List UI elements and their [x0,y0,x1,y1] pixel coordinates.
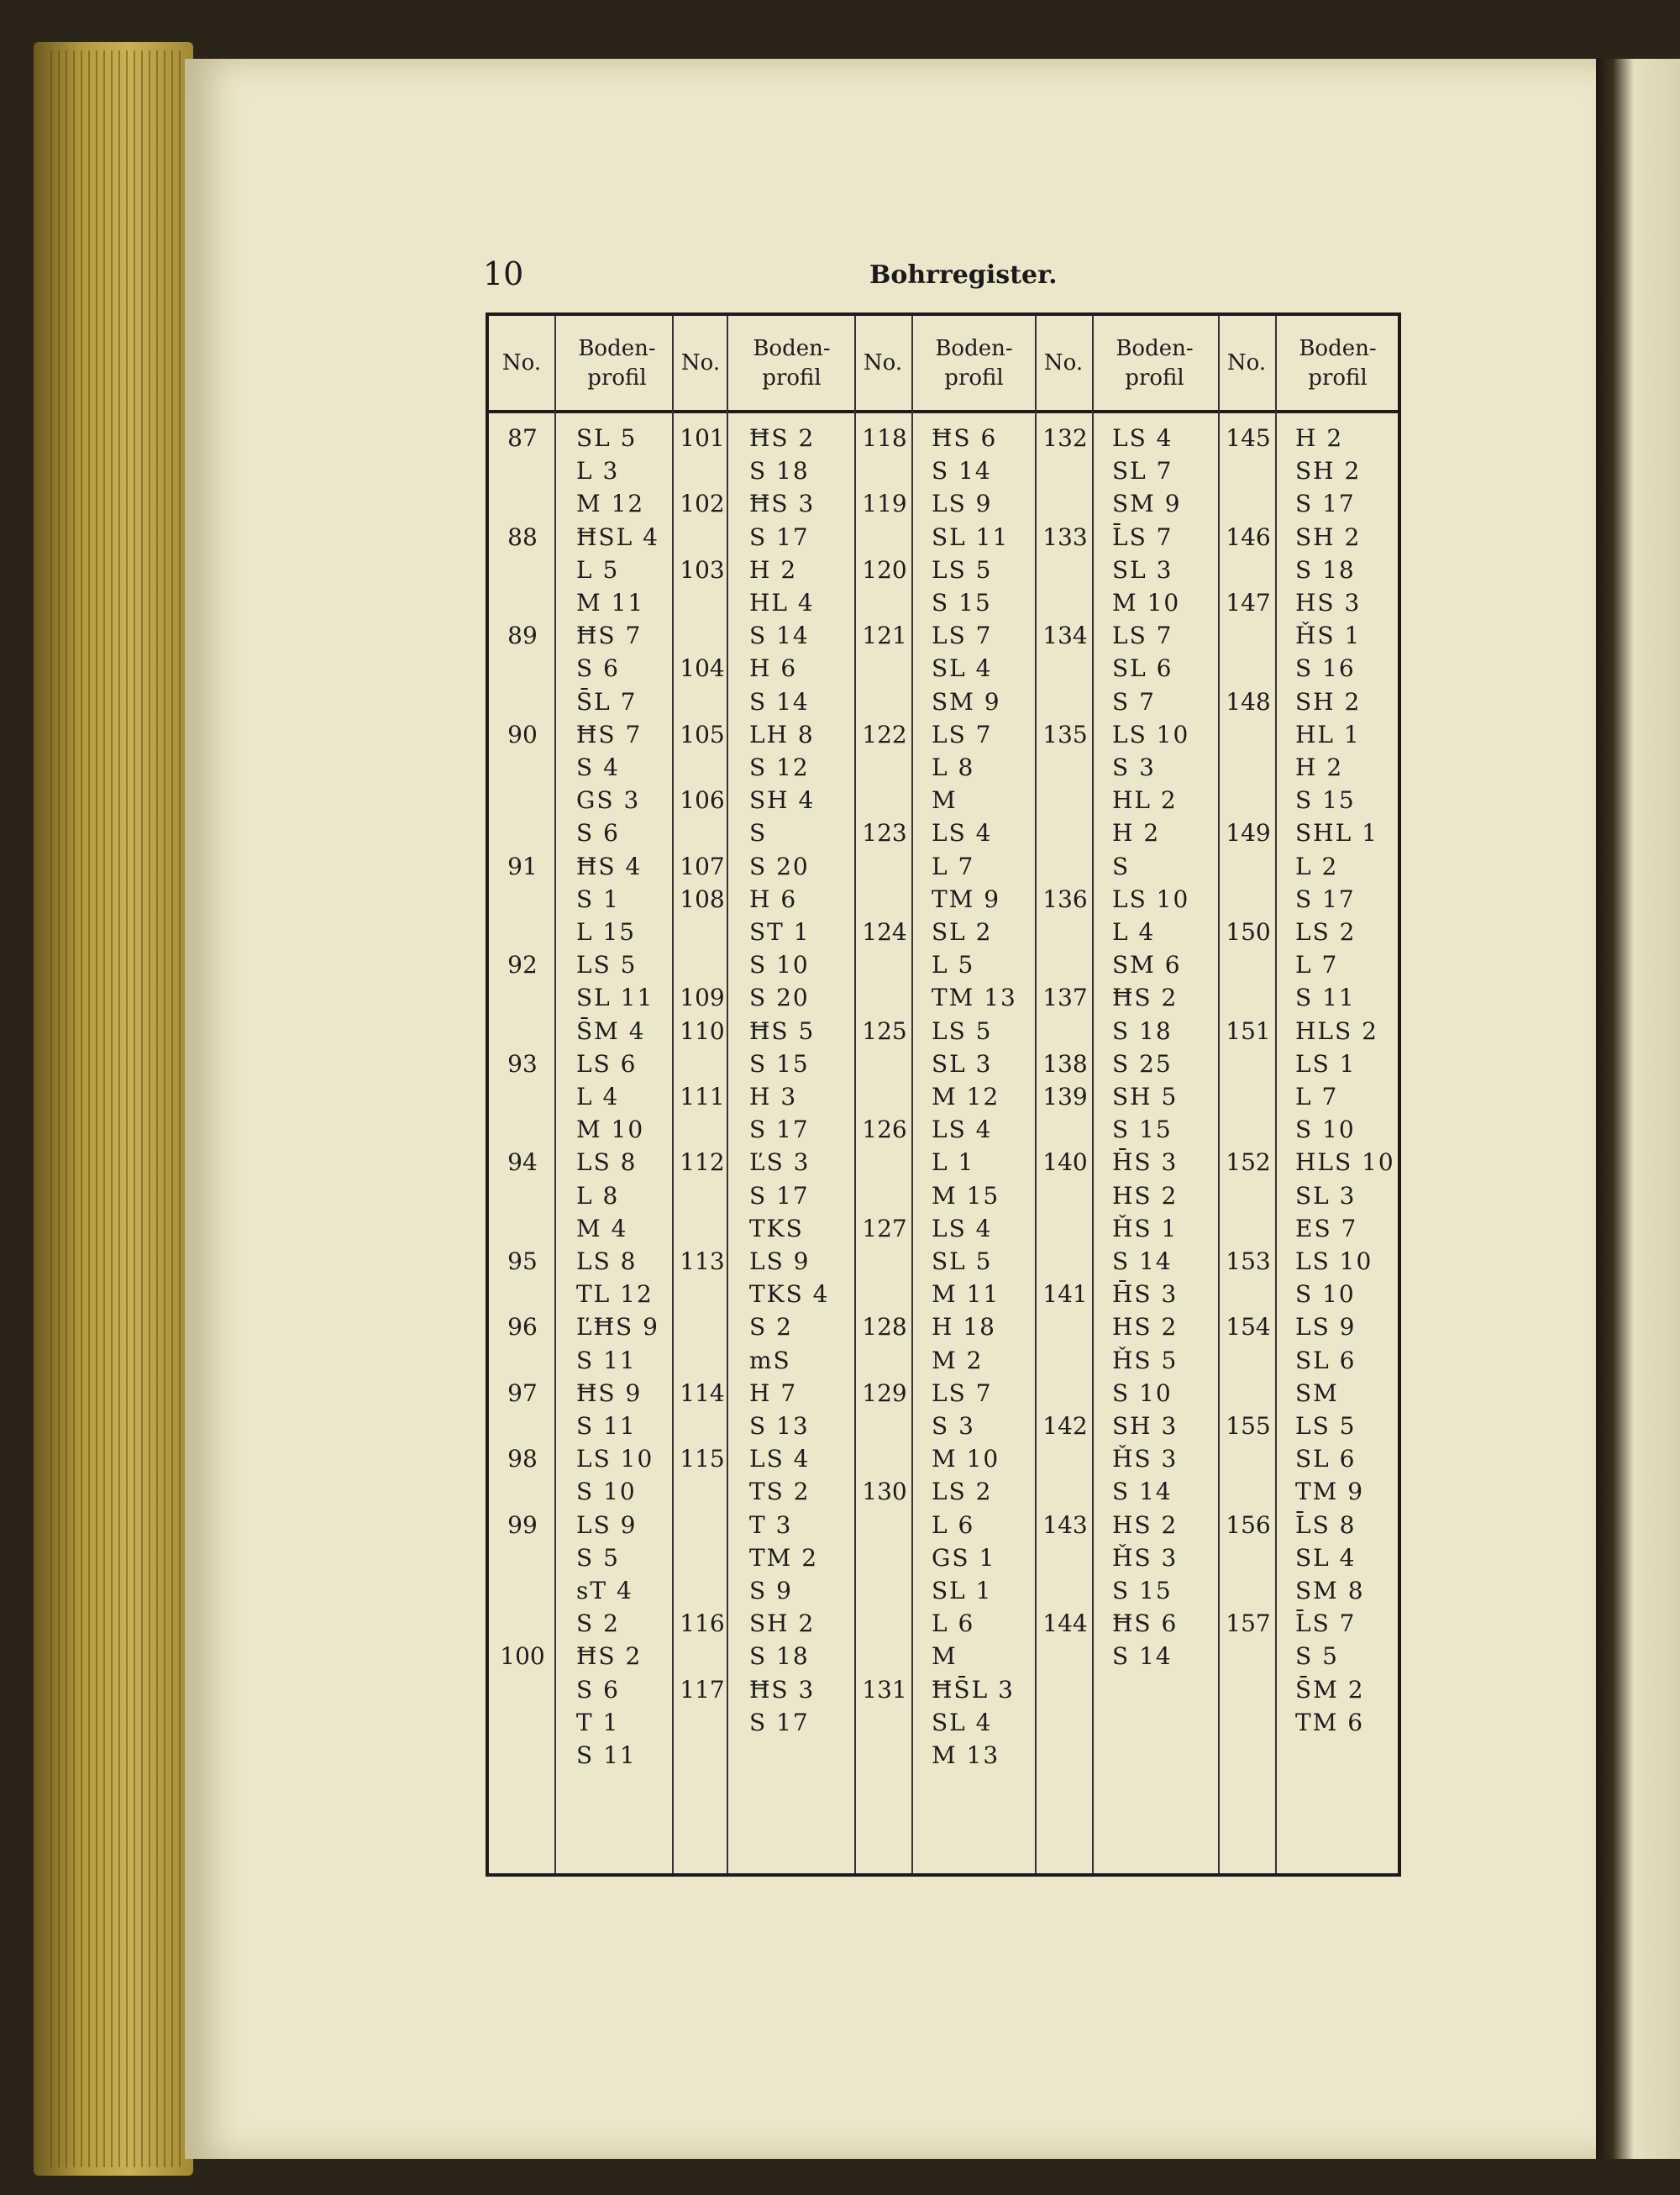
bore-number: 100 [500,1642,545,1671]
bore-number: 131 [862,1675,907,1704]
soil-profile-layer: M 15 [932,1181,1000,1210]
soil-profile-layer: LS 4 [932,1116,993,1144]
bore-number: 108 [680,885,725,913]
soil-profile-layer: S 14 [1112,1478,1173,1506]
soil-profile-layer: S 14 [749,622,810,650]
soil-profile-layer: T 3 [749,1510,793,1539]
soil-profile-layer: S 10 [749,951,810,979]
bore-number: 149 [1226,819,1271,848]
soil-profile-layer: S 17 [1295,885,1356,913]
soil-profile-layer: S 18 [749,1642,810,1671]
soil-profile-layer: S 15 [749,1049,810,1078]
soil-profile-layer: S 25 [1112,1049,1173,1078]
bore-number: 154 [1226,1313,1271,1342]
soil-profile-layer: SL 2 [932,918,993,946]
soil-profile-layer: S 11 [576,1412,637,1440]
soil-profile-layer: S 11 [576,1346,637,1374]
soil-profile-layer: LS 7 [1112,622,1173,650]
header-no: No. [1043,350,1084,376]
soil-profile-layer: L 3 [576,457,620,486]
soil-profile-layer: S 17 [1295,490,1356,518]
bore-number: 94 [507,1148,538,1177]
soil-profile-layer: TM 6 [1295,1708,1365,1736]
bore-number: 136 [1042,885,1088,913]
soil-profile-layer: H 6 [749,885,798,913]
soil-profile-layer: H 2 [1295,754,1344,781]
soil-profile-layer: SL 5 [576,424,638,452]
bore-number: 133 [1042,522,1088,551]
bore-number: 113 [680,1247,725,1275]
soil-profile-layer: ȞS 5 [1112,1346,1179,1374]
soil-profile-layer: S 12 [749,754,810,781]
bore-number: 111 [680,1083,725,1111]
soil-profile-layer: SM [1295,1378,1339,1407]
soil-profile-layer: ȞS 1 [1112,1214,1179,1242]
soil-profile-layer: SHL 1 [1295,819,1378,848]
soil-profile-layer: TKS 4 [749,1280,830,1309]
soil-profile-layer: L̄S 7 [1295,1609,1357,1638]
soil-profile-layer: L̄S 7 [1112,522,1173,551]
bore-number: 90 [507,720,538,748]
soil-profile-layer: L 5 [932,951,975,979]
soil-profile-layer: SL 3 [932,1049,993,1078]
soil-profile-layer: T 1 [576,1708,620,1736]
soil-profile-layer: S 14 [749,687,810,716]
soil-profile-layer: LS 2 [1295,918,1357,946]
soil-profile-layer: S 14 [1112,1247,1173,1275]
bore-number: 112 [680,1148,725,1177]
soil-profile-layer: TKS [749,1214,804,1242]
soil-profile-layer: HLS 2 [1295,1016,1378,1045]
soil-profile-layer: LS 5 [932,1016,993,1045]
header-bodenprofil: Boden- profil [753,335,831,391]
soil-profile-layer: S 14 [932,457,992,486]
soil-profile-layer: S 18 [749,457,810,486]
soil-profile-layer: LH 8 [749,720,815,748]
soil-profile-layer: S 17 [749,1181,810,1210]
running-title: Bohrregister. [869,260,1058,290]
soil-profile-layer: LS 10 [1112,720,1190,748]
bore-number: 87 [507,424,538,452]
soil-profile-layer: SH 5 [1112,1083,1179,1111]
soil-profile-layer: H 7 [749,1378,798,1407]
soil-profile-layer: ĦS 9 [576,1378,643,1407]
soil-profile-layer: H̄S 3 [1112,1148,1179,1177]
soil-profile-layer: S 11 [1295,984,1356,1012]
soil-profile-layer: LS 2 [932,1478,993,1506]
soil-profile-layer: L 7 [1295,1083,1339,1111]
soil-profile-layer: SH 2 [749,1609,816,1638]
soil-profile-layer: SL 3 [1295,1181,1357,1210]
soil-profile-layer: H 18 [932,1313,996,1342]
soil-profile-layer: LS 4 [749,1445,811,1473]
bore-number: 110 [680,1016,725,1045]
soil-profile-layer: SL 1 [932,1577,993,1604]
soil-profile-layer: S 3 [1112,754,1156,781]
bore-number: 121 [862,622,907,650]
soil-profile-layer: M 10 [576,1116,645,1144]
bore-number: 116 [680,1609,725,1638]
soil-profile-layer: SM 9 [1112,490,1182,518]
soil-profile-layer: S 18 [1112,1016,1173,1045]
soil-profile-layer: LS 10 [576,1445,654,1473]
soil-profile-layer: M [932,786,958,815]
header-no: No. [501,350,542,376]
soil-profile-layer: S 4 [576,754,620,781]
soil-profile-layer: SL 11 [932,522,1010,551]
soil-profile-layer: L 1 [932,1148,975,1177]
soil-profile-layer: SL 6 [1295,1445,1357,1473]
soil-profile-layer: L 2 [1295,852,1339,880]
bore-number: 103 [680,555,725,584]
bore-number: 91 [507,852,538,880]
bore-number: 118 [862,424,907,452]
page-edges [50,50,185,2167]
soil-profile-layer: ĦS̄L 3 [932,1675,1015,1704]
column-rule [911,316,913,1873]
soil-profile-layer: H 3 [749,1083,798,1111]
soil-profile-layer: mS [749,1346,791,1374]
soil-profile-layer: S 6 [576,1675,620,1704]
soil-profile-layer: LS 9 [1295,1313,1357,1342]
bore-number: 157 [1226,1609,1271,1638]
bore-number: 95 [507,1247,538,1275]
soil-profile-layer: ĦS 2 [576,1642,643,1671]
soil-profile-layer: L 4 [576,1083,620,1111]
bore-number: 97 [507,1378,538,1407]
bore-number: 138 [1042,1049,1088,1078]
bore-number: 135 [1042,720,1088,748]
soil-profile-layer: S̄M 2 [1295,1675,1365,1704]
soil-profile-layer: S̄M 4 [576,1016,646,1045]
bore-number: 150 [1226,918,1271,946]
soil-profile-layer: ĽĦS 9 [576,1313,659,1342]
bore-number: 130 [862,1478,907,1506]
soil-profile-layer: sT 4 [576,1577,633,1604]
soil-profile-layer: S 6 [576,654,620,683]
soil-profile-layer: LS 5 [576,951,638,979]
bore-number: 152 [1226,1148,1271,1177]
soil-profile-layer: S [749,819,768,848]
soil-profile-layer: LS 4 [932,819,993,848]
soil-profile-layer: L 15 [576,918,637,946]
page-number: 10 [483,255,524,292]
bore-number: 129 [862,1378,907,1407]
soil-profile-layer: LS 7 [932,720,993,748]
soil-profile-layer: L̄S 8 [1295,1510,1357,1539]
soil-profile-layer: S 17 [749,1116,810,1144]
bore-number: 89 [507,622,538,650]
soil-profile-layer: L 8 [576,1181,620,1210]
bore-number: 115 [680,1445,725,1473]
soil-profile-layer: LS 1 [1295,1049,1357,1078]
soil-profile-layer: HS 2 [1112,1510,1179,1539]
bore-number: 119 [862,490,907,518]
bore-number: 102 [680,490,725,518]
soil-profile-layer: HS 2 [1112,1181,1179,1210]
soil-profile-layer: HS 2 [1112,1313,1179,1342]
bore-number: 117 [680,1675,725,1704]
soil-profile-layer: S 2 [749,1313,793,1342]
soil-profile-layer: TM 9 [1295,1478,1365,1506]
bore-number: 98 [507,1445,538,1473]
bore-number: 99 [507,1510,538,1539]
soil-profile-layer: SL 6 [1112,654,1173,683]
header-no: No. [863,350,903,376]
soil-profile-layer: M 10 [1112,589,1181,617]
soil-profile-layer: M [932,1642,958,1671]
soil-profile-layer: S 6 [576,819,620,848]
bore-number: 107 [680,852,725,880]
soil-profile-layer: TM 2 [749,1543,819,1572]
soil-profile-layer: S 1 [576,885,620,913]
soil-profile-layer: ĦS 2 [1112,984,1179,1012]
soil-profile-layer: SL 4 [1295,1543,1357,1572]
soil-profile-layer: L 6 [932,1609,975,1638]
bore-number: 155 [1226,1412,1271,1440]
bore-number: 101 [680,424,725,452]
soil-profile-layer: LS 7 [932,622,993,650]
soil-profile-layer: ĦS 6 [1112,1609,1179,1638]
soil-profile-layer: S 10 [576,1478,637,1506]
soil-profile-layer: S 15 [1112,1116,1173,1144]
bore-number: 151 [1226,1016,1271,1045]
soil-profile-layer: S 10 [1295,1116,1356,1144]
bore-number: 104 [680,654,725,683]
soil-profile-layer: SH 2 [1295,687,1362,716]
soil-profile-layer: S 20 [749,852,810,880]
soil-profile-layer: S 20 [749,984,810,1012]
soil-profile-layer: M 2 [932,1346,984,1374]
soil-profile-layer: SL 7 [1112,457,1173,486]
soil-profile-layer: L 8 [932,754,975,781]
soil-profile-layer: LS 5 [1295,1412,1357,1440]
bore-number: 148 [1226,687,1271,716]
soil-profile-layer: HS 3 [1295,589,1362,617]
soil-profile-layer: LS 9 [576,1510,638,1539]
soil-profile-layer: ȞS 3 [1112,1543,1179,1572]
bore-number: 88 [507,522,538,551]
soil-profile-layer: SM 8 [1295,1577,1365,1604]
soil-profile-layer: S 18 [1295,555,1356,584]
bore-number: 134 [1042,622,1088,650]
bore-number: 141 [1042,1280,1088,1309]
soil-profile-layer: S 2 [576,1609,620,1638]
soil-profile-layer: LS 6 [576,1049,638,1078]
soil-profile-layer: S 10 [1112,1378,1173,1407]
soil-profile-layer: H 2 [1295,424,1344,452]
soil-profile-layer: S 10 [1295,1280,1356,1309]
soil-profile-layer: GS 1 [932,1543,996,1572]
bore-number: 92 [507,951,538,979]
soil-profile-layer: LS 9 [749,1247,811,1275]
soil-profile-layer: M 12 [932,1083,1000,1111]
soil-profile-layer: L 6 [932,1510,975,1539]
soil-profile-layer: LS 8 [576,1148,638,1177]
soil-profile-layer: L 5 [576,555,620,584]
soil-profile-layer: ĦSL 4 [576,522,659,551]
soil-profile-layer: HL 1 [1295,720,1361,748]
bore-number: 142 [1042,1412,1088,1440]
bore-number: 114 [680,1378,725,1407]
soil-profile-layer: HL 2 [1112,786,1178,815]
soil-profile-layer: M 11 [576,589,645,617]
soil-profile-layer: H 2 [749,555,798,584]
soil-profile-layer: ĦS 4 [576,852,643,880]
soil-profile-layer: HL 4 [749,589,815,617]
soil-profile-layer: SL 11 [576,984,654,1012]
soil-profile-layer: S 15 [1295,786,1356,815]
bore-number: 146 [1226,522,1271,551]
soil-profile-layer: TM 9 [932,885,1001,913]
soil-profile-layer: LS 4 [932,1214,993,1242]
bore-number: 126 [862,1116,907,1144]
bore-number: 123 [862,819,907,848]
soil-profile-layer: ĦS 3 [749,490,816,518]
bore-number: 120 [862,555,907,584]
bore-number: 143 [1042,1510,1088,1539]
soil-profile-layer: S 3 [932,1412,975,1440]
soil-profile-layer: LS 7 [932,1378,993,1407]
soil-profile-layer: TL 12 [576,1280,654,1309]
soil-profile-layer: H 2 [1112,819,1161,848]
soil-profile-layer: S 9 [749,1577,793,1604]
bore-number: 147 [1226,589,1271,617]
header-bodenprofil: Boden- profil [578,335,656,391]
soil-profile-layer: M 10 [932,1445,1000,1473]
bore-number: 144 [1042,1609,1088,1638]
soil-profile-layer: ȞS 3 [1112,1445,1179,1473]
soil-profile-layer: ȞS 1 [1295,622,1362,650]
header-rule [486,410,1401,413]
soil-profile-layer: LS 4 [1112,424,1173,452]
header-bodenprofil: Boden- profil [1299,335,1377,391]
bore-number: 140 [1042,1148,1088,1177]
bore-number: 145 [1226,424,1271,452]
soil-profile-layer: ĦS 6 [932,424,998,452]
soil-profile-layer: S 14 [1112,1642,1173,1671]
soil-profile-layer: SL 5 [932,1247,993,1275]
soil-profile-layer: M 12 [576,490,645,518]
soil-profile-layer: H 6 [749,654,798,683]
soil-profile-layer: LS 10 [1295,1247,1373,1275]
soil-profile-layer: LS 5 [932,555,993,584]
bore-number: 137 [1042,984,1088,1012]
soil-profile-layer: ĦS 2 [749,424,816,452]
soil-profile-layer: M 4 [576,1214,628,1242]
soil-profile-layer: ĽS 3 [749,1148,811,1177]
soil-profile-layer: M 11 [932,1280,1000,1309]
soil-profile-layer: S 16 [1295,654,1356,683]
soil-profile-layer: SH 2 [1295,522,1362,551]
soil-profile-layer: S 17 [749,1708,810,1736]
soil-profile-layer: SH 2 [1295,457,1362,486]
bore-number: 109 [680,984,725,1012]
soil-profile-layer: ĦS 7 [576,622,643,650]
soil-profile-layer: S 5 [1295,1642,1339,1671]
bore-number: 127 [862,1214,907,1242]
soil-profile-layer: S 7 [1112,687,1156,716]
bore-number: 122 [862,720,907,748]
soil-profile-layer: S 11 [576,1741,637,1769]
soil-profile-layer: L 7 [932,852,975,880]
bore-number: 128 [862,1313,907,1342]
header-bodenprofil: Boden- profil [1116,335,1194,391]
bore-number: 93 [507,1049,538,1078]
header-no: No. [1226,350,1267,376]
soil-profile-layer: ĦS 7 [576,720,643,748]
soil-profile-layer: S [1112,852,1131,880]
bore-number: 106 [680,786,725,815]
soil-profile-layer: S 15 [932,589,992,617]
soil-profile-layer: ST 1 [749,918,811,946]
soil-profile-layer: SM 9 [932,687,1001,716]
bore-number: 156 [1226,1510,1271,1539]
soil-profile-layer: SL 6 [1295,1346,1357,1374]
soil-profile-layer: H̄S 3 [1112,1280,1179,1309]
bore-number: 105 [680,720,725,748]
soil-profile-layer: LS 8 [576,1247,638,1275]
soil-profile-layer: ES 7 [1295,1214,1358,1242]
column-rule [854,316,856,1873]
header-bodenprofil: Boden- profil [935,335,1013,391]
soil-profile-layer: L 7 [1295,951,1339,979]
soil-profile-layer: SL 4 [932,1708,993,1736]
soil-profile-layer: SM 6 [1112,951,1182,979]
bore-number: 132 [1042,424,1088,452]
soil-profile-layer: S 13 [749,1412,810,1440]
header-no: No. [680,350,721,376]
soil-profile-layer: S 5 [576,1543,620,1572]
bore-number: 96 [507,1313,538,1342]
soil-profile-layer: GS 3 [576,786,641,815]
soil-profile-layer: SH 3 [1112,1412,1179,1440]
soil-profile-layer: TS 2 [749,1478,811,1506]
soil-profile-layer: HLS 10 [1295,1148,1395,1177]
soil-profile-layer: LS 9 [932,490,993,518]
soil-profile-layer: M 13 [932,1741,1000,1769]
soil-profile-layer: SL 3 [1112,555,1173,584]
soil-profile-layer: SH 4 [749,786,816,815]
soil-profile-layer: S 17 [749,522,810,551]
soil-profile-layer: TM 13 [932,984,1017,1012]
soil-profile-layer: S 15 [1112,1577,1173,1604]
facing-page-edge [1596,59,1680,2159]
soil-profile-layer: ĦS 3 [749,1675,816,1704]
soil-profile-layer: SL 4 [932,654,993,683]
soil-profile-layer: L 4 [1112,918,1156,946]
soil-profile-layer: ĦS 5 [749,1016,816,1045]
bore-number: 153 [1226,1247,1271,1275]
soil-profile-layer: S̄L 7 [576,687,638,716]
bore-number: 124 [862,918,907,946]
soil-profile-layer: LS 10 [1112,885,1190,913]
bore-number: 139 [1042,1083,1088,1111]
bore-number: 125 [862,1016,907,1045]
